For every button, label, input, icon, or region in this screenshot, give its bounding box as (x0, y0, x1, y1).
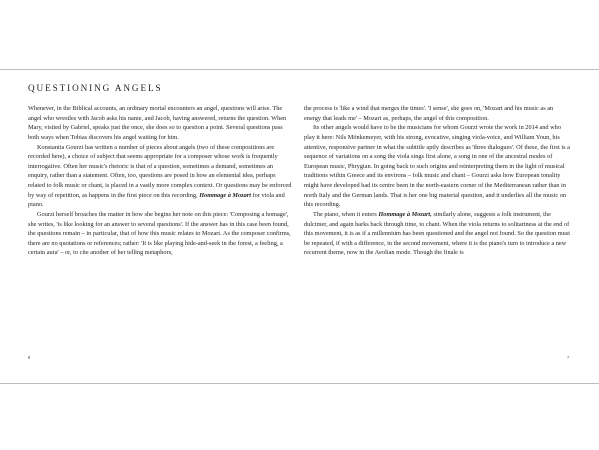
page-number-left: 8 (28, 355, 31, 360)
paragraph-text: Konstantia Gourzi has written a number of pieces about angels (two of these compositions are recorded here), a choice of subject that seems appropriate for a composer whose work is frequently interrogative. Often her music's rhetoric is that of a question, sometimes a demand, sometimes an enquiry, rather than a statement. Often, too, questions are posed in how an elemental idea, perhaps related to folk music or chant, is placed in a vastly more complex context. Or questions may be enforced by way of repetition, as happens in the first piece on this recording, (28, 143, 292, 199)
paragraph-text: similarly alone, suggests a folk instrument, the dulcimer, and again harks back through time, to chant. When the viola returns to solitariness at the end of this movement, it is as if a millennium has been questioned and the angel not found. So the question must be repeated, if with a difference, in the second movement, where it is the piano's turn to introduce a new recurrent theme, now in the Aeolian mode. Though the finale is (304, 210, 571, 257)
paragraph-text: for viola and piano. (28, 191, 285, 209)
paragraph: the process is 'like a wind that merges the times'. 'I sense', she goes on, 'Mozart and his music as an energy that leads me' – Mozart as, perhaps, the angel of this composition. (304, 105, 554, 122)
left-column (28, 104, 294, 258)
paragraph: Its other angels would have to be the musicians for whom Gourzi wrote the work in 2014 and who play it here: Nils Mönkemeyer, with his strong, evocative, singing viola-voice, and William Youn, his attentive, responsive partner in what the subtitle aptly describes as 'three dialogues'. Of these, the first is a sequence of variations on a song the viola sings first alone, a song in one of the ancestral modes of European music, Phrygian. In going back to such origins and reinterpreting them in the light of musical traditions within Greece and its environs – folk music and chant – Gourzi asks how European tonality might have developed had its centre been in the north-eastern corner of the Mediterranean rather than in north Italy and the German lands. That is her one big material question, and it underlies all the music on this recording. (304, 124, 570, 209)
page-number-right: 7 (567, 355, 570, 360)
right-column (304, 104, 570, 258)
bottom-rule (0, 383, 599, 384)
work-title: Hommage à Mozart, (378, 210, 432, 218)
paragraph (304, 210, 570, 258)
paragraph-text: The piano, when it enters (313, 210, 377, 218)
paragraph: Gourzi herself broaches the matter in how she begins her note on this piece: 'Composing a homage', she writes, 'is like looking for an answer to several questions'. If the answer has in this case been found, the questions remain – in particular, that of how this music relates to Mozart. As the composer confirms, there are no quotations or references; rather: 'It is like playing hide-and-seek in the forest, a feeling, a certain aura' – or, to cite another of her telling metaphors, (28, 210, 291, 257)
page-heading: QUESTIONING ANGELS (28, 83, 163, 93)
work-title: Hommage à Mozart (199, 191, 251, 199)
top-rule (0, 69, 599, 70)
paragraph: Whenever, in the Biblical accounts, an ordinary mortal encounters an angel, questions will arise. The angel who wrestles with Jacob asks his name, and Jacob, having answered, returns the question. When Mary, visited by Gabriel, speaks just the once, she does so to question a point. Several questions pass both ways when Tobias discovers his angel waiting for him. (28, 105, 287, 141)
paragraph (28, 143, 294, 210)
